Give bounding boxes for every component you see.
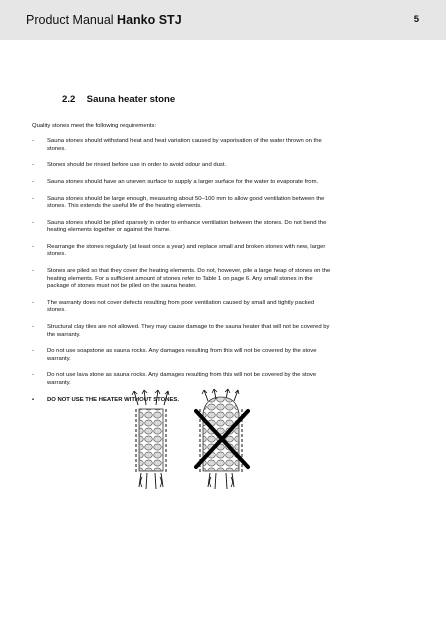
requirement-line: Sauna stones should be large enough, measuring about 50–100 mm to allow good ventilation between the xyxy=(47,195,325,202)
requirement-item xyxy=(30,138,390,153)
requirement-line: The warranty does not cover defects resulting from poor ventilation caused by small and tightly packed xyxy=(47,299,315,306)
bullet-marker: • xyxy=(32,396,35,403)
requirement-item xyxy=(30,268,390,291)
section-number: 2.2 xyxy=(62,94,76,105)
incorrect-stone-piling-illustration xyxy=(196,389,248,489)
requirement-line: Stones should be rinsed before use in order to avoid odour and dust. xyxy=(47,162,227,169)
intro-text: Quality stones meet the following requirements: xyxy=(32,123,157,129)
requirement-line: Sauna stones should be piled sparsely in order to enhance ventilation between the stones. Do not bend the xyxy=(47,219,327,226)
title-prefix: Product Manual xyxy=(26,13,114,27)
correct-stone-piling-illustration xyxy=(132,390,169,489)
requirement-line: stones. xyxy=(47,145,66,152)
requirement-item xyxy=(30,196,390,211)
section-title: Sauna heater stone xyxy=(86,94,176,105)
requirement-item xyxy=(30,179,390,187)
requirement-item xyxy=(30,162,390,170)
requirement-item xyxy=(30,220,390,235)
page-number: 5 xyxy=(413,14,419,25)
requirement-line: Sauna stones should have an uneven surface to supply a larger surface for the water to evaporate from. xyxy=(47,178,319,185)
requirement-line: warranty. xyxy=(47,355,71,362)
page-header xyxy=(0,0,446,40)
requirement-line: the warranty. xyxy=(47,331,81,338)
document-title xyxy=(26,13,182,27)
bullet-marker: - xyxy=(32,138,34,144)
bullet-marker: - xyxy=(32,162,34,169)
requirement-line: heating elements. For a sufficient amount of stones refer to Table 1 on page 6. Any small stones in the xyxy=(47,275,313,282)
requirement-item xyxy=(30,324,390,339)
requirement-line: Stones are piled so that they cover the heating elements. Do not, however, pile a large heap of stones on the xyxy=(47,268,331,275)
requirement-item xyxy=(30,244,390,259)
title-brand: Hanko STJ xyxy=(117,13,182,27)
requirement-line: Sauna stones should withstand heat and heat variation caused by vaporisation of the water thrown on the xyxy=(47,138,322,144)
requirement-line: DO NOT USE THE HEATER WITHOUT STONES. xyxy=(47,396,179,403)
bullet-marker: - xyxy=(32,243,34,250)
section-heading xyxy=(62,94,175,105)
requirement-item xyxy=(30,348,390,363)
bullet-marker: - xyxy=(32,324,34,330)
bullet-marker: - xyxy=(32,372,34,379)
requirement-line: Rearrange the stones regularly (at least once a year) and replace small and broken stones with new, larger xyxy=(47,243,326,250)
bullet-marker: - xyxy=(32,299,34,306)
bullet-marker: - xyxy=(32,178,34,185)
requirement-line: stones. This extends the useful life of the heating elements. xyxy=(47,203,202,210)
requirement-item xyxy=(30,372,390,387)
requirement-item xyxy=(30,300,390,315)
bullet-marker: - xyxy=(32,219,34,226)
bullet-marker: - xyxy=(32,195,34,202)
requirement-line: stones. xyxy=(47,307,66,314)
stone-figures-svg xyxy=(126,387,266,499)
requirement-line: Do not use lava stone as sauna rocks. Any damages resulting from this will not be covered by the stove xyxy=(47,372,317,379)
requirements-list xyxy=(30,138,390,413)
requirement-line: package of stones must not be piled on the sauna heater. xyxy=(47,283,197,290)
bullet-marker: - xyxy=(32,268,34,275)
requirement-line: Do not use soapstone as sauna rocks. Any damages resulting from this will not be covered by the stove xyxy=(47,348,317,355)
requirement-line: stones. xyxy=(47,251,66,258)
requirement-line: warranty. xyxy=(47,379,71,386)
requirement-line: heating elements together or against the frame. xyxy=(47,227,171,234)
requirement-line: Structural clay tiles are not allowed. They may cause damage to the sauna heater that will not be covered by xyxy=(47,324,330,330)
stone-figures xyxy=(126,387,266,499)
bullet-marker: - xyxy=(32,348,34,355)
